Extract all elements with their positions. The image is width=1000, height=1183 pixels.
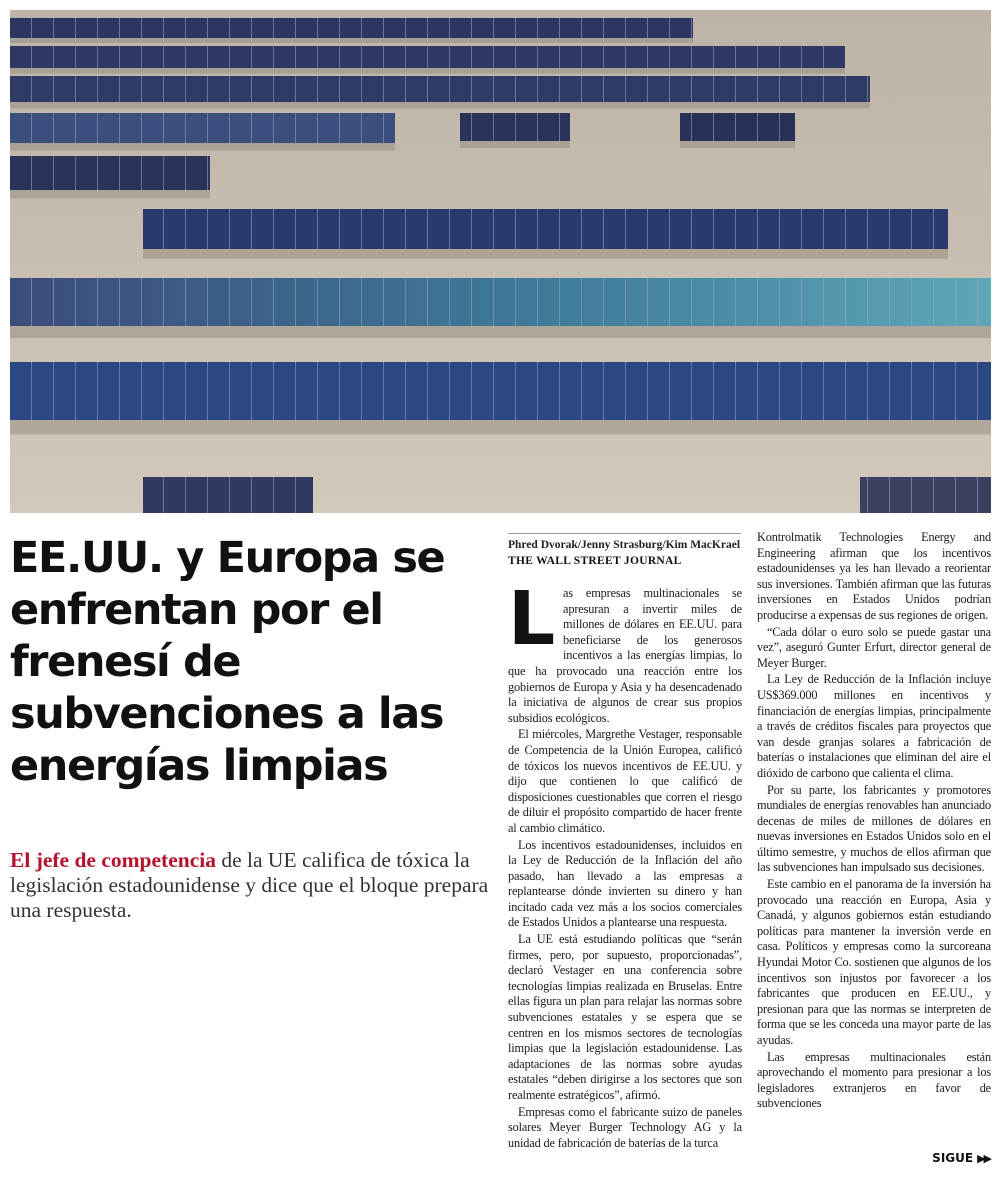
body-paragraph: Las empresas multinacionales están aprovechando el momento para presionar a los legisladores extranjeros en favor de subvenciones xyxy=(757,1049,991,1111)
byline-source: THE WALL STREET JOURNAL xyxy=(508,555,682,567)
solar-panel-cells xyxy=(10,46,845,68)
body-paragraph: Los incentivos estadounidenses, incluidos en la Ley de Reducción de la Inflación del año pasado, han llevado a las empresas a replantearse dónde invierten su dinero y han incitado cada vez más a los socios comerciales de Estados Unidos a plantearse una respuesta. xyxy=(508,837,742,930)
panel-shadow xyxy=(10,68,845,74)
body-paragraph: Empresas como el fabricante suizo de paneles solares Meyer Burger Technology AG y la unidad de fabricación de baterías de la turca xyxy=(508,1104,742,1150)
body-paragraph: Kontrolmatik Technologies Energy and Engineering afirman que los incentivos estadounidenses ya les han llevado a reorientar sus inversiones. También afirman que las futuras inversiones en Estados Unidos podrían producirse a expensas de sus regiones de origen. xyxy=(757,530,991,622)
solar-panel-cells xyxy=(10,362,991,420)
panel-shadow xyxy=(10,143,395,151)
byline xyxy=(508,533,741,569)
headline: EE.UU. y Europa se enfrentan por el frenesí de subvenciones a las energías limpias xyxy=(10,533,445,791)
solar-panel-cells xyxy=(143,209,948,249)
solar-panel-cells xyxy=(143,477,313,513)
body-paragraph: La Ley de Reducción de la Inflación incluye US$369.000 millones en incentivos y financiación de energías limpias, principalmente a través de créditos fiscales para proyectos que van desde granjas solares a fabricación de baterías o instalaciones que eliminan del aire el dióxido de carbono que calienta el clima. xyxy=(757,672,991,780)
body-column-2 xyxy=(757,530,991,1113)
solar-panel-cells xyxy=(860,477,991,513)
drop-cap: L xyxy=(508,576,556,662)
body-paragraph: Por su parte, los fabricantes y promotores mundiales de energías renovables han anunciado decenas de miles de millones de dólares en nuevas inversiones en Estados Unidos solo en el último semestre, y muchos de ellos afirman que las subvenciones han impulsado sus decisiones. xyxy=(757,782,991,875)
body-paragraph: El miércoles, Margrethe Vestager, responsable de Competencia de la Unión Europea, calificó de tóxicos los nuevos incentivos de EE.UU. y dijo que contienen lo que calificó de disposiciones cuestionables que corren el riesgo de diluir el propósito compartido de hacer frente al cambio climático. xyxy=(508,727,742,835)
solar-panel-cells xyxy=(10,76,870,102)
dek-text: de la UE califica de tóxica la legislación estadounidense y dice que el bloque prepara una respuesta. xyxy=(10,848,489,922)
panel-shadow xyxy=(10,190,210,199)
panel-shadow xyxy=(10,420,991,435)
solar-panel-cells xyxy=(10,156,210,190)
solar-panel-cells xyxy=(460,113,570,141)
continue-link[interactable] xyxy=(932,1151,990,1165)
panel-shadow xyxy=(10,102,870,109)
solar-panel-cells xyxy=(10,113,395,143)
solar-panels-photo xyxy=(10,10,991,513)
dek xyxy=(10,848,490,923)
dek-kicker: El jefe de competencia xyxy=(10,848,216,872)
body-column-1 xyxy=(508,576,742,1152)
panel-shadow xyxy=(10,38,693,43)
body-paragraph: La UE está estudiando políticas que “serán firmes, pero, por supuesto, proporcionadas”, declaró Vestager en una conferencia sobre tecnologías limpias realizada en Bruselas. Entre ellas figura un plan para relajar las normas sobre subvenciones estatales y se espera que se centren en los mismos sectores de tecnologías limpias que la legislación estadounidense. Las adaptaciones de las normas sobre ayudas estatales “deben dirigirse a los sectores que son realmente estratégicos”, afirmó. xyxy=(508,932,742,1102)
solar-panel-cells xyxy=(680,113,795,141)
solar-panels-image xyxy=(10,10,991,513)
body-paragraph: “Cada dólar o euro solo se puede gastar una vez”, aseguró Gunter Erfurt, director general de Meyer Burger. xyxy=(757,624,991,670)
solar-panel-cells xyxy=(10,278,991,326)
panel-shadow xyxy=(10,326,991,338)
panel-shadow xyxy=(143,249,948,259)
solar-panel-cells xyxy=(10,18,693,38)
panel-shadow xyxy=(460,141,570,148)
body-paragraph: Este cambio en el panorama de la inversión ha provocado una reacción en Europa, Asia y Canadá, y algunos gobiernos están estudiando políticas para mantener la inversión verde en casa. Políticos y empresas como la surcoreana Hyundai Motor Co. sostienen que algunos de los incentivos son injustos por favorecer a los fabricantes que producen en EE.UU., y presionan para que las normas se interpreten de forma que se les conceda una mayor parte de las ayudas. xyxy=(757,877,991,1047)
byline-authors: Phred Dvorak/Jenny Strasburg/Kim MacKrael xyxy=(508,539,741,551)
body-paragraph: Las empresas multinacionales se apresuran a invertir miles de millones de dólares en EE.UU. para beneficiarse de los generosos incentivos a las energías limpias, lo que ha provocado una reacción entre los gobiernos de Europa y Asia y ha desencadenado la iniciativa de algunos de crear sus propios subsidios ecológicos. xyxy=(508,576,742,725)
forward-arrows-icon: ▶▶ xyxy=(977,1151,990,1165)
continue-label: SIGUE xyxy=(932,1151,974,1165)
panel-shadow xyxy=(680,141,795,148)
